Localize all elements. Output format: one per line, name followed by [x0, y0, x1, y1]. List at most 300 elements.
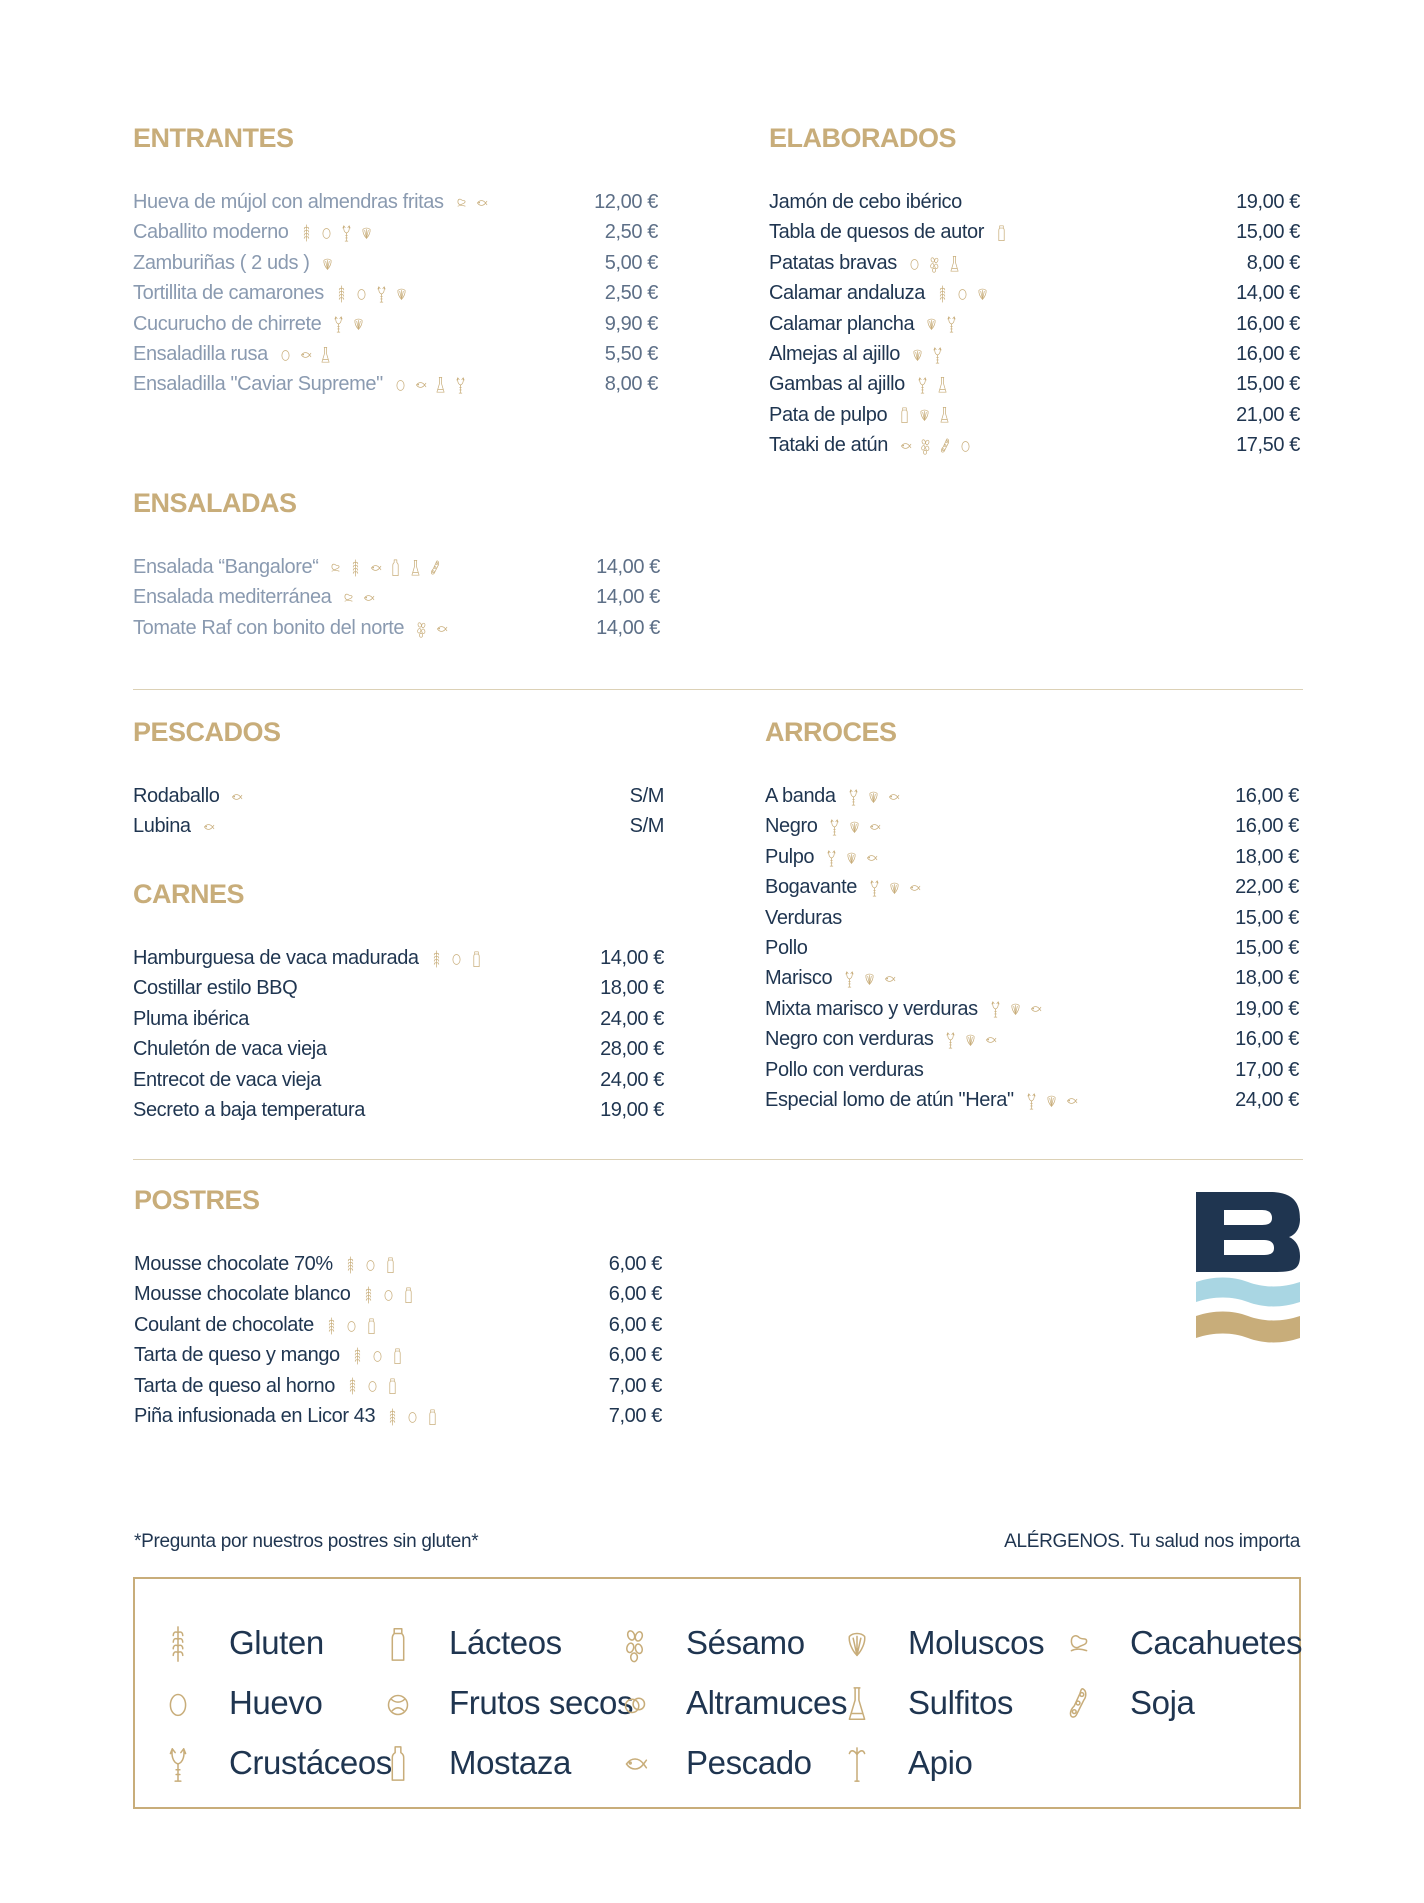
allergen-icons	[988, 1000, 1048, 1018]
huevo-icon	[449, 950, 464, 968]
lacteos-icon	[381, 1625, 415, 1663]
menu-item-name: Ensalada mediterránea	[133, 586, 332, 609]
menu-item-name: Coulant de chocolate	[134, 1313, 314, 1336]
menu-item-name: Bogavante	[765, 876, 858, 899]
menu-item-price: 24,00 €	[600, 1007, 664, 1030]
menu-item-name: Rodaballo	[133, 785, 220, 807]
huevo-icon	[955, 285, 970, 303]
section-title: ENSALADAS	[133, 488, 297, 518]
moluscos-icon	[862, 970, 877, 988]
menu-item-name: Calamar plancha	[769, 312, 915, 335]
allergen-icons	[454, 194, 494, 212]
allergen-icons	[943, 1031, 1003, 1049]
sesamo-icon	[414, 620, 429, 638]
gluten-icon	[299, 224, 314, 242]
menu-item	[769, 248, 1300, 278]
allergen-icons	[414, 620, 454, 638]
menu-item-name: Pollo	[765, 936, 808, 959]
item-list	[133, 552, 660, 643]
menu-item-price: 15,00 €	[1235, 906, 1299, 929]
allergen-icons	[331, 315, 371, 333]
menu-item-name: Especial lomo de atún "Hera"	[765, 1088, 1014, 1111]
sulfitos-icon	[433, 376, 448, 394]
allergen-icons	[907, 255, 967, 273]
menu-item	[133, 973, 664, 1003]
allergen-icons	[320, 255, 340, 273]
huevo-icon	[278, 346, 293, 364]
allergen-icons	[345, 1377, 405, 1395]
allergen-icons	[824, 849, 884, 867]
item-list	[133, 943, 664, 1125]
cacahuetes-icon	[1062, 1625, 1096, 1663]
menu-item-name: Tataki de atún	[769, 434, 888, 457]
menu-item-name: Tortillita de camarones	[133, 282, 324, 305]
allergen-icons	[898, 437, 978, 455]
pescado-icon	[886, 788, 901, 806]
menu-item-name: Jamón de cebo ibérico	[769, 191, 962, 213]
menu-item-price: 15,00 €	[1235, 936, 1299, 959]
menu-item-name: Pulpo	[765, 845, 815, 868]
soja-icon	[1062, 1685, 1096, 1723]
sulfitos-icon	[318, 346, 333, 364]
lacteos-icon	[994, 224, 1009, 242]
section-title: ENTRANTES	[133, 123, 294, 153]
crustaceos-icon	[846, 788, 861, 806]
menu-item	[133, 582, 660, 612]
pescado-icon	[864, 849, 879, 867]
menu-item-name: Negro	[765, 815, 818, 838]
moluscos-icon	[1008, 1000, 1023, 1018]
menu-item	[133, 278, 658, 308]
menu-item-price: 18,00 €	[1235, 967, 1299, 990]
menu-item-price: 14,00 €	[596, 586, 660, 609]
pescado-icon	[229, 788, 244, 806]
pescado-icon	[368, 559, 383, 577]
moluscos-icon	[963, 1031, 978, 1049]
menu-item-price: 17,00 €	[1235, 1058, 1299, 1081]
moluscos-icon	[887, 879, 902, 897]
lacteos-icon	[425, 1408, 440, 1426]
moluscos-icon	[910, 346, 925, 364]
gluten-icon	[345, 1377, 360, 1395]
menu-item-name: Marisco	[765, 967, 833, 990]
menu-item-price: 6,00 €	[608, 1344, 662, 1367]
menu-item	[134, 1310, 662, 1340]
moluscos-icon	[359, 224, 374, 242]
allergen-icons	[910, 346, 950, 364]
crustaceos-icon	[867, 879, 882, 897]
gluten-icon	[343, 1256, 358, 1274]
menu-item	[134, 1401, 662, 1431]
menu-item	[133, 248, 658, 278]
pescado-icon	[1064, 1092, 1079, 1110]
menu-item-name: Entrecot de vaca vieja	[133, 1068, 321, 1091]
section-title: POSTRES	[134, 1185, 260, 1215]
legend-label: Apio	[908, 1744, 973, 1781]
menu-item	[133, 1004, 664, 1034]
allergen-icons	[350, 1347, 410, 1365]
menu-item	[765, 994, 1299, 1024]
menu-item-name: Zamburiñas ( 2 uds )	[133, 251, 310, 274]
lacteos-icon	[385, 1377, 400, 1395]
menu-item-price: 22,00 €	[1235, 876, 1299, 899]
menu-item	[769, 187, 1300, 217]
section-divider	[133, 1159, 1303, 1160]
menu-item-price: 17,50 €	[1236, 434, 1300, 457]
cacahuetes-icon	[454, 194, 469, 212]
allergen-icons	[827, 818, 887, 836]
lacteos-icon	[364, 1317, 379, 1335]
allergen-icons	[278, 346, 338, 364]
section-title: CARNES	[133, 879, 245, 909]
gluten-icon	[350, 1347, 365, 1365]
moluscos-icon	[924, 315, 939, 333]
menu-item-price: 24,00 €	[1235, 1088, 1299, 1111]
menu-item-price: 18,00 €	[1235, 845, 1299, 868]
lacteos-icon	[383, 1256, 398, 1274]
item-list	[134, 1249, 662, 1431]
mostaza-icon	[381, 1745, 415, 1783]
moluscos-icon	[1044, 1092, 1059, 1110]
menu-item	[134, 1249, 662, 1279]
pescado-icon	[882, 970, 897, 988]
gluten-icon	[334, 285, 349, 303]
moluscos-icon	[840, 1625, 874, 1663]
menu-item-price: 14,00 €	[596, 556, 660, 578]
allergen-icons	[429, 950, 489, 968]
gluten-free-note: *Pregunta por nuestros postres sin gluten*	[134, 1531, 479, 1552]
gluten-icon	[161, 1625, 195, 1663]
huevo-icon	[393, 376, 408, 394]
gluten-icon	[348, 559, 363, 577]
moluscos-icon	[844, 849, 859, 867]
menu-item-price: 7,00 €	[608, 1374, 662, 1397]
allergen-icons	[842, 970, 902, 988]
sulfitos-icon	[947, 255, 962, 273]
menu-item-name: Cucurucho de chirrete	[133, 312, 322, 335]
legend-label: Pescado	[686, 1744, 812, 1781]
huevo-icon	[161, 1685, 195, 1723]
moluscos-icon	[394, 285, 409, 303]
cacahuetes-icon	[341, 589, 356, 607]
gluten-icon	[324, 1317, 339, 1335]
menu-item	[133, 339, 658, 369]
menu-item	[769, 339, 1300, 369]
menu-item-name: Chuletón de vaca vieja	[133, 1038, 327, 1061]
menu-item-price: 14,00 €	[596, 616, 660, 639]
lacteos-icon	[390, 1347, 405, 1365]
legend-label: Crustáceos	[229, 1744, 392, 1781]
allergen-icons	[361, 1286, 421, 1304]
pescado-icon	[474, 194, 489, 212]
pescado-icon	[298, 346, 313, 364]
menu-item-name: Caballito moderno	[133, 221, 289, 244]
menu-item-price: 2,50 €	[604, 282, 658, 305]
menu-item-name: Hamburguesa de vaca madurada	[133, 947, 419, 969]
menu-item	[769, 400, 1300, 430]
menu-item-price: 16,00 €	[1236, 342, 1300, 365]
pescado-icon	[618, 1745, 652, 1783]
sesamo-icon	[618, 1625, 652, 1663]
menu-item-name: Mixta marisco y verduras	[765, 997, 978, 1020]
huevo-icon	[319, 224, 334, 242]
menu-item-price: 16,00 €	[1235, 1028, 1299, 1051]
crustaceos-icon	[374, 285, 389, 303]
menu-item	[133, 1095, 664, 1125]
pescado-icon	[1028, 1000, 1043, 1018]
sesamo-icon	[927, 255, 942, 273]
huevo-icon	[907, 255, 922, 273]
menu-item-price: S/M	[629, 785, 664, 807]
restaurant-logo	[1196, 1192, 1301, 1346]
menu-item-name: Tabla de quesos de autor	[769, 221, 985, 244]
sulfitos-icon	[408, 559, 423, 577]
menu-item-name: Pluma ibérica	[133, 1007, 249, 1030]
crustaceos-icon	[453, 376, 468, 394]
menu-item-price: 24,00 €	[600, 1068, 664, 1091]
menu-item	[133, 781, 664, 811]
huevo-icon	[370, 1347, 385, 1365]
crustaceos-icon	[827, 818, 842, 836]
legend-label: Moluscos	[908, 1624, 1045, 1661]
menu-item	[765, 933, 1299, 963]
menu-item	[769, 430, 1300, 460]
menu-item	[133, 217, 658, 247]
gluten-icon	[385, 1408, 400, 1426]
menu-item-name: Hueva de mújol con almendras fritas	[133, 191, 444, 213]
menu-item-name: Ensaladilla rusa	[133, 342, 268, 365]
legend-label: Sulfitos	[908, 1684, 1014, 1721]
menu-item-name: Piña infusionada en Licor 43	[134, 1404, 376, 1427]
allergen-icons	[385, 1408, 445, 1426]
pescado-icon	[413, 376, 428, 394]
crustaceos-icon	[339, 224, 354, 242]
menu-item-price: 6,00 €	[608, 1283, 662, 1306]
item-list	[765, 781, 1299, 1115]
gluten-icon	[935, 285, 950, 303]
moluscos-icon	[351, 315, 366, 333]
allergen-icons	[994, 224, 1014, 242]
menu-item-name: Tomate Raf con bonito del norte	[133, 616, 405, 639]
lacteos-icon	[401, 1286, 416, 1304]
allergen-icons	[915, 376, 955, 394]
sulfitos-icon	[937, 406, 952, 424]
menu-item	[769, 217, 1300, 247]
menu-item	[765, 1024, 1299, 1054]
menu-item-price: 16,00 €	[1235, 815, 1299, 838]
menu-item	[765, 781, 1299, 811]
legend-label: Gluten	[229, 1624, 324, 1661]
crustaceos-icon	[944, 315, 959, 333]
menu-item-price: 9,90 €	[604, 312, 658, 335]
section-divider	[133, 689, 1303, 690]
menu-item	[133, 811, 664, 841]
menu-item-name: Mousse chocolate blanco	[134, 1283, 351, 1306]
allergen-icons	[935, 285, 995, 303]
huevo-icon	[365, 1377, 380, 1395]
menu-item-name: Ensaladilla "Caviar Supreme"	[133, 373, 383, 396]
section-title: ARROCES	[765, 717, 897, 747]
menu-item-price: 19,00 €	[600, 1098, 664, 1121]
legend-label: Huevo	[229, 1684, 323, 1721]
allergen-icons	[229, 788, 249, 806]
menu-item-price: S/M	[629, 815, 664, 838]
menu-item-name: Negro con verduras	[765, 1028, 934, 1051]
menu-item-name: Lubina	[133, 815, 191, 838]
gluten-icon	[429, 950, 444, 968]
allergen-icons	[1024, 1092, 1084, 1110]
huevo-icon	[354, 285, 369, 303]
menu-item-price: 15,00 €	[1236, 373, 1300, 396]
allergen-icons	[201, 818, 221, 836]
menu-item-price: 28,00 €	[600, 1038, 664, 1061]
section-title: ELABORADOS	[769, 123, 957, 153]
allergen-icons	[343, 1256, 403, 1274]
menu-item-price: 2,50 €	[604, 221, 658, 244]
moluscos-icon	[917, 406, 932, 424]
soja-icon	[428, 559, 443, 577]
menu-item	[133, 309, 658, 339]
crustaceos-icon	[161, 1745, 195, 1783]
menu-item-price: 15,00 €	[1236, 221, 1300, 244]
menu-item	[133, 187, 658, 217]
apio-icon	[840, 1745, 874, 1783]
moluscos-icon	[847, 818, 862, 836]
legend-label: Soja	[1130, 1684, 1195, 1721]
sesamo-icon	[918, 437, 933, 455]
legend-label: Sésamo	[686, 1624, 805, 1661]
pescado-icon	[434, 620, 449, 638]
crustaceos-icon	[1024, 1092, 1039, 1110]
moluscos-icon	[866, 788, 881, 806]
legend-label: Cacahuetes	[1130, 1624, 1303, 1661]
menu-item-price: 16,00 €	[1235, 785, 1299, 807]
allergen-icons	[334, 285, 414, 303]
menu-item	[765, 811, 1299, 841]
menu-item	[134, 1279, 662, 1309]
menu-item	[765, 1055, 1299, 1085]
menu-item-name: Ensalada “Bangalore“	[133, 556, 319, 578]
huevo-icon	[958, 437, 973, 455]
section-title: PESCADOS	[133, 717, 281, 747]
menu-item	[133, 1034, 664, 1064]
menu-item	[134, 1371, 662, 1401]
menu-item-price: 19,00 €	[1235, 997, 1299, 1020]
menu-item	[765, 842, 1299, 872]
allergen-icons	[328, 559, 448, 577]
allergen-icons	[299, 224, 379, 242]
menu-item	[134, 1340, 662, 1370]
menu-item-name: Pollo con verduras	[765, 1058, 924, 1081]
cacahuetes-icon	[328, 559, 343, 577]
menu-item	[765, 872, 1299, 902]
menu-item-price: 5,00 €	[604, 251, 658, 274]
allergen-icons	[867, 879, 927, 897]
legend-label: Altramuces	[686, 1684, 848, 1721]
allergen-icons	[846, 788, 906, 806]
crustaceos-icon	[824, 849, 839, 867]
allergen-icons	[897, 406, 957, 424]
sulfitos-icon	[840, 1685, 874, 1723]
menu-item-price: 6,00 €	[608, 1253, 662, 1275]
menu-item	[133, 369, 658, 399]
crustaceos-icon	[915, 376, 930, 394]
allergen-icons	[324, 1317, 384, 1335]
pescado-icon	[867, 818, 882, 836]
pescado-icon	[983, 1031, 998, 1049]
item-list	[133, 781, 664, 842]
menu-item-price: 5,50 €	[604, 342, 658, 365]
legend-label: Frutos secos	[449, 1684, 634, 1721]
menu-item-price: 8,00 €	[604, 373, 658, 396]
menu-item-name: Costillar estilo BBQ	[133, 977, 298, 1000]
moluscos-icon	[975, 285, 990, 303]
menu-item	[769, 278, 1300, 308]
sulfitos-icon	[935, 376, 950, 394]
legend-label: Lácteos	[449, 1624, 562, 1661]
menu-item-name: Secreto a baja temperatura	[133, 1098, 365, 1121]
item-list	[769, 187, 1300, 461]
soja-icon	[938, 437, 953, 455]
menu-item-price: 6,00 €	[608, 1313, 662, 1336]
menu-item	[133, 613, 660, 643]
menu-item	[769, 309, 1300, 339]
menu-item-name: Verduras	[765, 906, 842, 929]
moluscos-icon	[320, 255, 335, 273]
menu-item-price: 12,00 €	[594, 191, 658, 213]
allergen-icons	[924, 315, 964, 333]
menu-item	[765, 963, 1299, 993]
menu-item-price: 18,00 €	[600, 977, 664, 1000]
menu-item-price: 8,00 €	[1246, 251, 1300, 274]
menu-item-name: Mousse chocolate 70%	[134, 1253, 333, 1275]
gluten-icon	[361, 1286, 376, 1304]
menu-item-name: A banda	[765, 785, 836, 807]
menu-item-name: Almejas al ajillo	[769, 342, 901, 365]
menu-item	[133, 943, 664, 973]
legend-label: Mostaza	[449, 1744, 571, 1781]
altramuces-icon	[618, 1685, 652, 1723]
menu-item-name: Gambas al ajillo	[769, 373, 905, 396]
allergens-heading: ALÉRGENOS. Tu salud nos importa	[1004, 1531, 1300, 1552]
menu-item-price: 14,00 €	[600, 947, 664, 969]
menu-item-price: 21,00 €	[1236, 403, 1300, 426]
pescado-icon	[898, 437, 913, 455]
huevo-icon	[363, 1256, 378, 1274]
menu-item-price: 16,00 €	[1236, 312, 1300, 335]
menu-item-price: 7,00 €	[608, 1404, 662, 1427]
lacteos-icon	[469, 950, 484, 968]
menu-item-name: Patatas bravas	[769, 251, 897, 274]
pescado-icon	[201, 818, 216, 836]
crustaceos-icon	[943, 1031, 958, 1049]
menu-item-name: Tarta de queso al horno	[134, 1374, 335, 1397]
menu-item	[765, 903, 1299, 933]
crustaceos-icon	[988, 1000, 1003, 1018]
frutos-secos-icon	[381, 1685, 415, 1723]
menu-item-price: 19,00 €	[1236, 191, 1300, 213]
menu-item	[769, 369, 1300, 399]
menu-item	[133, 552, 660, 582]
menu-item	[133, 1065, 664, 1095]
crustaceos-icon	[930, 346, 945, 364]
menu-item-name: Calamar andaluza	[769, 282, 925, 305]
menu-item-price: 14,00 €	[1236, 282, 1300, 305]
lacteos-icon	[897, 406, 912, 424]
menu-item-name: Pata de pulpo	[769, 403, 888, 426]
menu-item-name: Tarta de queso y mango	[134, 1344, 340, 1367]
item-list	[133, 187, 658, 400]
